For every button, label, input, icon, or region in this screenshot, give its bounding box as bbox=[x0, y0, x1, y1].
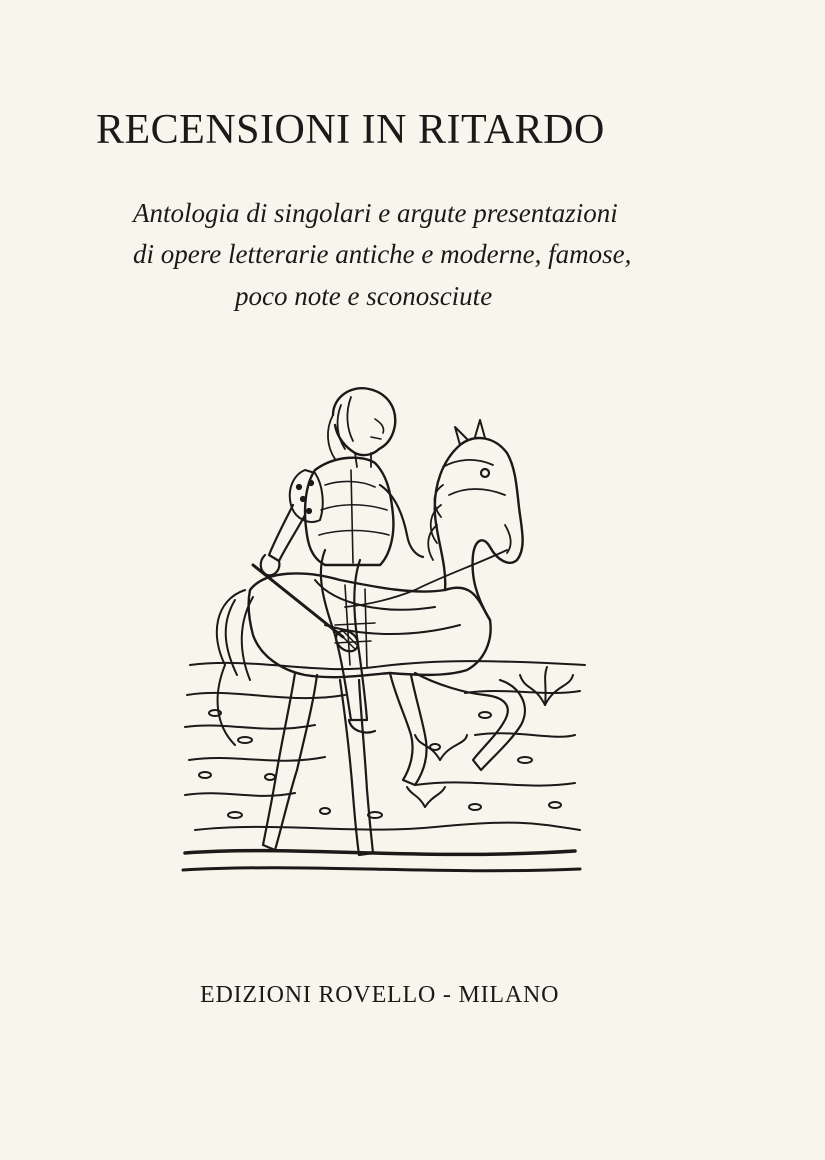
subtitle-line-1: Antologia di singolari e argute presentazioni bbox=[133, 198, 618, 228]
book-title: RECENSIONI IN RITARDO bbox=[96, 107, 605, 153]
ground-lines bbox=[183, 661, 585, 871]
subtitle-line-3: poco note e sconosciute bbox=[235, 281, 493, 311]
publisher-imprint: EDIZIONI ROVELLO - MILANO bbox=[200, 982, 560, 1008]
subtitle-line-2: di opere letterarie antiche e moderne, famose, bbox=[133, 239, 632, 269]
knight-on-horseback-icon bbox=[175, 375, 595, 895]
